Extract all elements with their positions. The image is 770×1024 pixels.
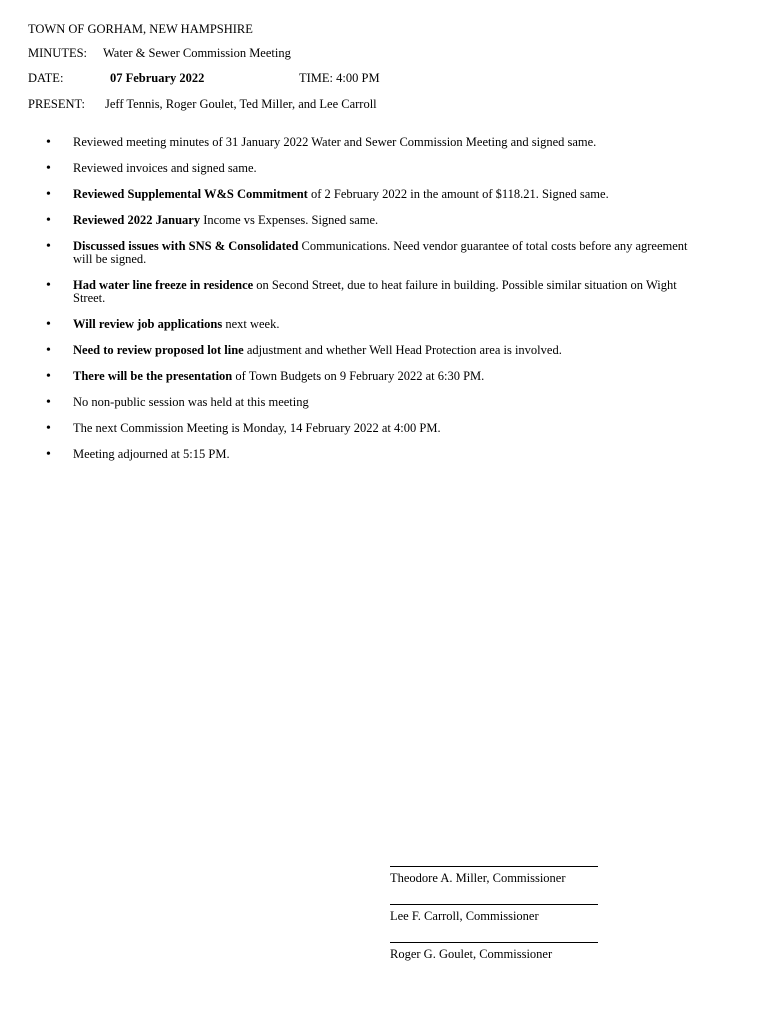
- item-text: Reviewed meeting minutes of 31 January 2022 Water and Sewer Commission Meeting and signed same.: [73, 135, 597, 149]
- item-text: of 2 February 2022 in the amount of $118.21. Signed same.: [307, 187, 609, 201]
- list-item: [0, 214, 770, 227]
- signatory-name: Theodore A. Miller, Commissioner: [390, 871, 566, 885]
- minutes-items-list: [0, 136, 770, 474]
- date-value: 07 February 2022: [110, 71, 205, 85]
- item-text: Meeting adjourned at 5:15 PM.: [73, 447, 230, 461]
- list-item: [0, 279, 770, 305]
- document-title: TOWN OF GORHAM, NEW HAMPSHIRE: [28, 22, 253, 36]
- signature-block-carroll: [390, 893, 598, 924]
- list-item: [0, 422, 770, 435]
- item-text: Communications. Need vendor guarantee of total costs before any agreement will be signed.: [73, 239, 688, 266]
- signature-line: [390, 893, 598, 905]
- item-text: No non-public session was held at this meeting: [73, 395, 309, 409]
- date-label: DATE:: [28, 71, 64, 85]
- list-item: [0, 136, 770, 149]
- present-label: PRESENT:: [28, 97, 86, 111]
- item-text: Income vs Expenses. Signed same.: [200, 213, 379, 227]
- time-text: TIME: 4:00 PM: [299, 71, 380, 85]
- bullet-icon: •: [46, 213, 51, 228]
- item-bold-text: Discussed issues with SNS & Consolidated: [73, 239, 299, 253]
- list-item: [0, 344, 770, 357]
- bullet-icon: •: [46, 187, 51, 202]
- bullet-icon: •: [46, 135, 51, 150]
- list-item: [0, 396, 770, 409]
- signature-line: [390, 855, 598, 867]
- item-bold-text: Reviewed Supplemental W&S Commitment: [73, 187, 308, 201]
- item-bold-text: Had water line freeze in residence: [73, 278, 254, 292]
- minutes-value: Water & Sewer Commission Meeting: [103, 46, 291, 60]
- item-bold-text: Need to review proposed lot line: [73, 343, 244, 357]
- minutes-label: MINUTES:: [28, 46, 88, 60]
- list-item: [0, 188, 770, 201]
- bullet-icon: •: [46, 395, 51, 410]
- bullet-icon: •: [46, 447, 51, 462]
- item-text: Reviewed invoices and signed same.: [73, 161, 257, 175]
- bullet-icon: •: [46, 317, 51, 332]
- item-text: on Second Street, due to heat failure in building. Possible similar situation on Wight Street.: [73, 278, 677, 305]
- item-bold-text: Will review job applications: [73, 317, 223, 331]
- signature-block-miller: [390, 855, 598, 886]
- minutes-line: [28, 46, 291, 61]
- present-value: Jeff Tennis, Roger Goulet, Ted Miller, and Lee Carroll: [105, 97, 377, 111]
- list-item: [0, 240, 770, 266]
- signature-line: [390, 931, 598, 943]
- bullet-icon: •: [46, 239, 51, 254]
- list-item: [0, 448, 770, 461]
- item-text: adjustment and whether Well Head Protection area is involved.: [243, 343, 562, 357]
- bullet-icon: •: [46, 421, 51, 436]
- present-line: [28, 97, 377, 112]
- item-text: The next Commission Meeting is Monday, 14 February 2022 at 4:00 PM.: [73, 421, 441, 435]
- signatory-name: Roger G. Goulet, Commissioner: [390, 947, 553, 961]
- bullet-icon: •: [46, 369, 51, 384]
- item-text: of Town Budgets on 9 February 2022 at 6:30 PM.: [232, 369, 485, 383]
- list-item: [0, 162, 770, 175]
- item-bold-text: There will be the presentation: [73, 369, 233, 383]
- bullet-icon: •: [46, 343, 51, 358]
- signature-block-goulet: [390, 931, 598, 962]
- list-item: [0, 318, 770, 331]
- item-bold-text: Reviewed 2022 January: [73, 213, 201, 227]
- list-item: [0, 370, 770, 383]
- bullet-icon: •: [46, 161, 51, 176]
- item-text: next week.: [222, 317, 280, 331]
- date-line: [28, 71, 380, 86]
- bullet-icon: •: [46, 278, 51, 293]
- signatory-name: Lee F. Carroll, Commissioner: [390, 909, 539, 923]
